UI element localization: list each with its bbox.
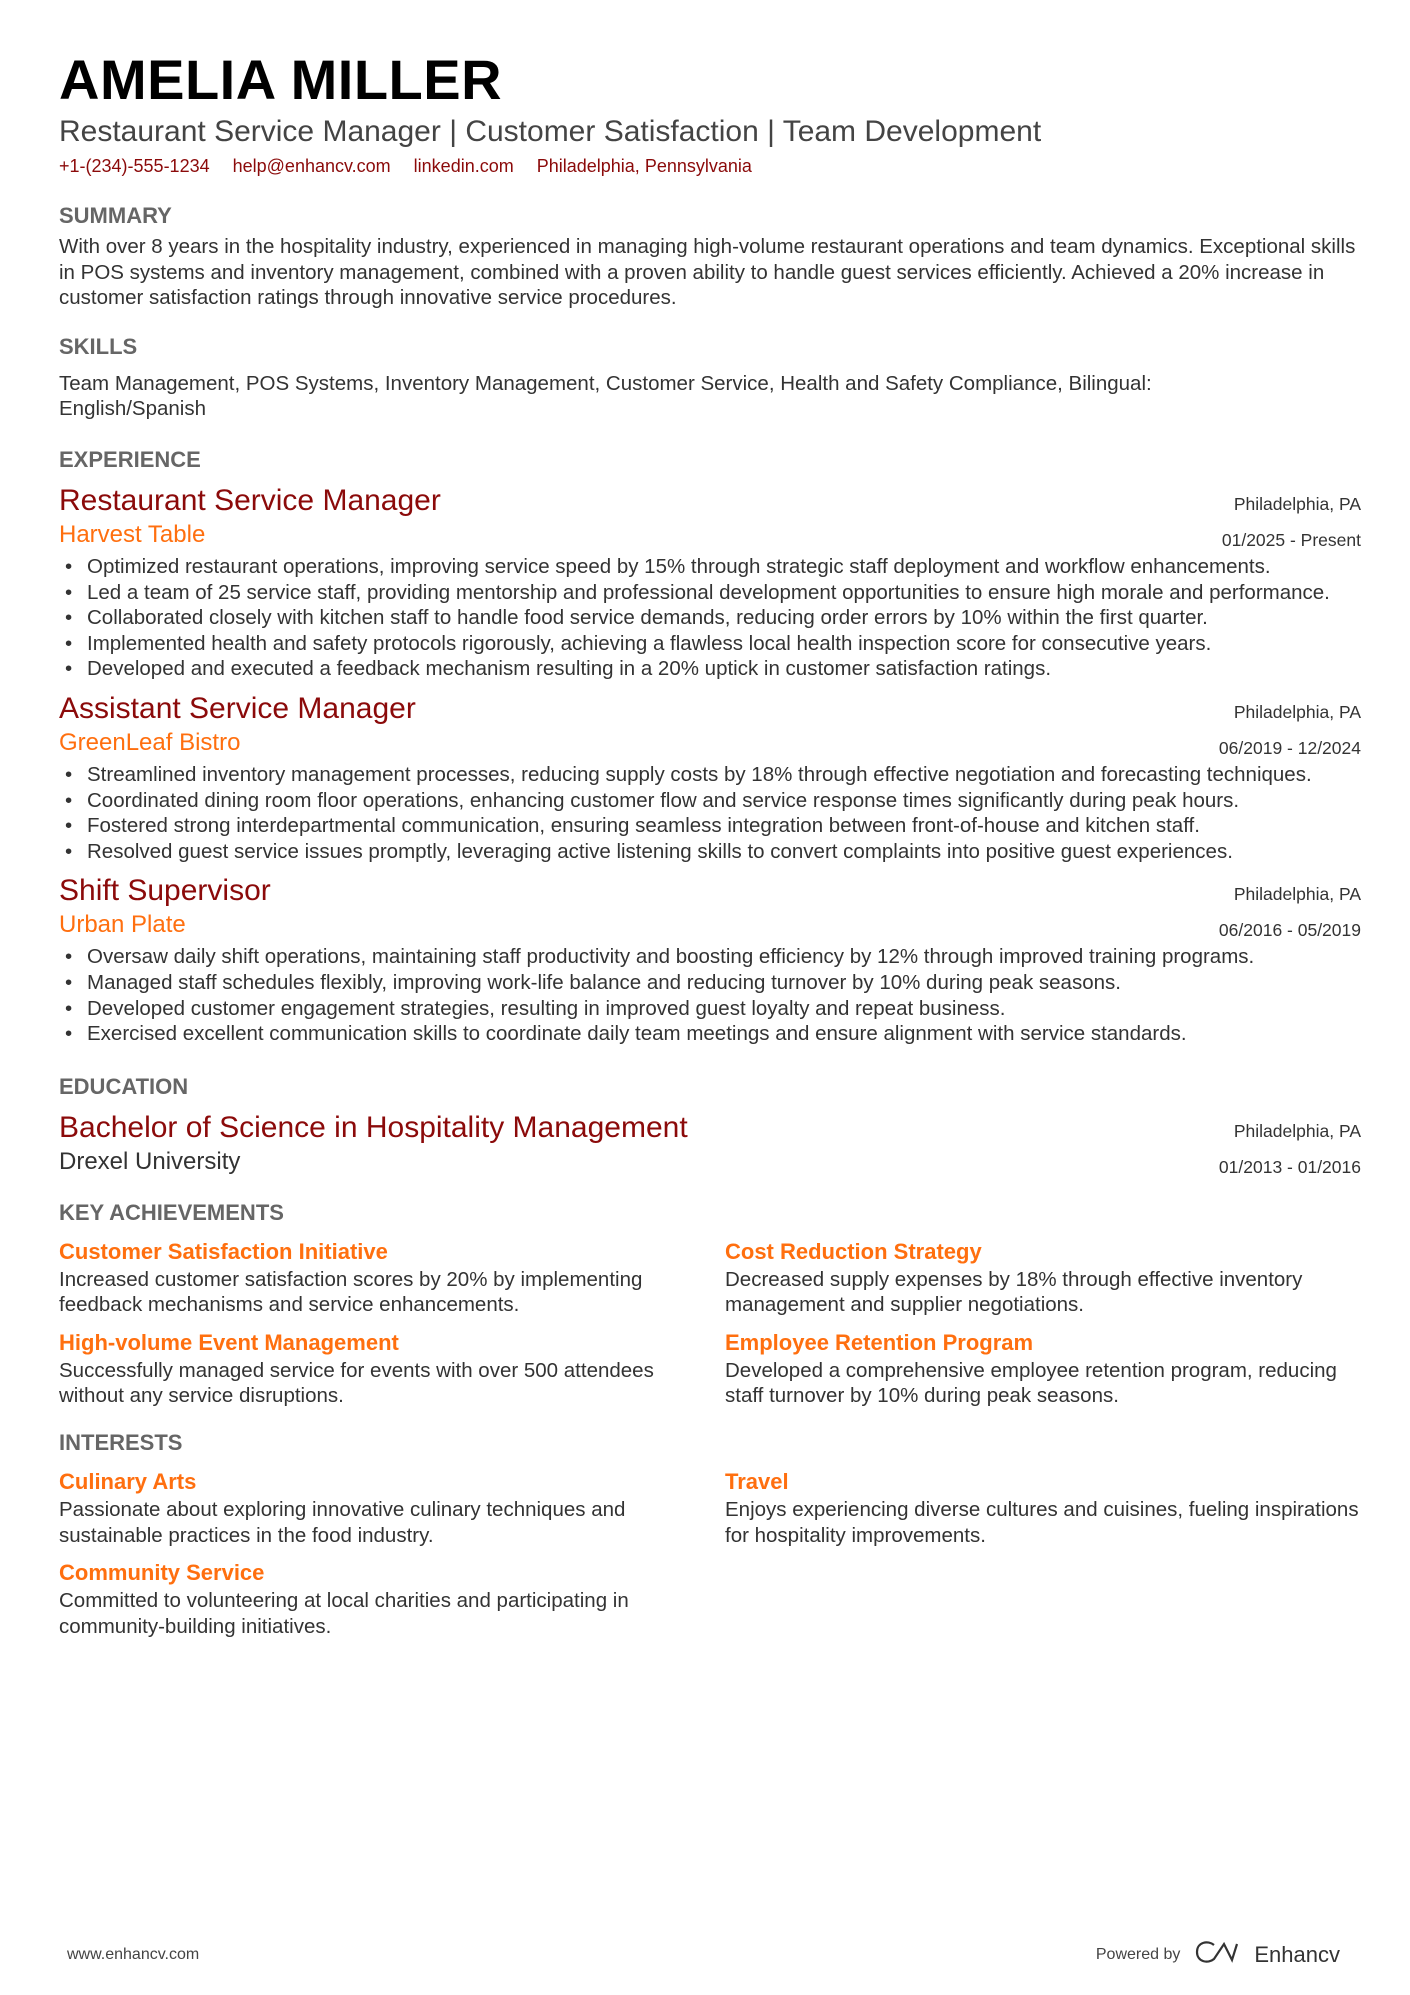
education-location: Philadelphia, PA <box>1233 1120 1361 1141</box>
achievements-item <box>725 1328 1361 1409</box>
bullet-item: • Coordinated dining room floor operations, enhancing customer flow and service response times significantly during peak hours. <box>59 788 1361 814</box>
experience-list <box>59 482 1361 1047</box>
interests-item-text: Passionate about exploring innovative culinary techniques and sustainable practices in the food industry. <box>59 1498 626 1547</box>
job-location: Philadelphia, PA <box>1233 884 1361 905</box>
interests-item <box>59 1558 695 1639</box>
summary-text: With over 8 years in the hospitality industry, experienced in managing high-volume restaurant operations and team dynamics. Exceptional skills in POS systems and inventory management, combined with a proven ability to handle guest services efficiently. Achieved a 20% increase in customer satisfaction ratings through innovative service procedures. <box>59 235 1356 310</box>
skills-text: Team Management, POS Systems, Inventory Management, Customer Service, Health and Safety Compliance, Bilingual: English/Spanish <box>59 371 1152 421</box>
company-name: GreenLeaf Bistro <box>59 728 241 756</box>
bullet-item: • Developed customer engagement strategies, resulting in improved guest loyalty and repeat business. <box>59 996 1361 1022</box>
job-bullets <box>59 944 1361 1046</box>
achievements-item-title: Customer Satisfaction Initiative <box>59 1238 388 1264</box>
interests-item <box>725 1467 1361 1548</box>
bullet-item: • Implemented health and safety protocols rigorously, achieving a flawless local health inspection score for consecutive years. <box>59 631 1361 657</box>
achievements-heading: KEY ACHIEVEMENTS <box>59 1199 284 1225</box>
job-entry <box>59 872 1361 1046</box>
achievements-item <box>725 1237 1361 1318</box>
bullet-item: • Optimized restaurant operations, improving service speed by 15% through strategic staff deployment and workflow enhancements. <box>59 554 1361 580</box>
achievements-item-text: Successfully managed service for events with over 500 attendees without any service disruptions. <box>59 1358 654 1408</box>
school: Drexel University <box>59 1147 241 1175</box>
candidate-name: AMELIA MILLER <box>59 48 503 111</box>
education-dates: 01/2013 - 01/2016 <box>1218 1156 1361 1177</box>
job-meta <box>1222 486 1361 558</box>
education-meta <box>1219 1113 1361 1185</box>
achievements-item-title: High-volume Event Management <box>59 1329 399 1355</box>
contact-info <box>59 154 1361 178</box>
bullet-item: • Managed staff schedules flexibly, improving work-life balance and reducing turnover by 10% during peak seasons. <box>59 970 1361 996</box>
job-bullets <box>59 554 1361 682</box>
powered-by-label: Powered by <box>1095 1945 1181 1963</box>
education-heading: EDUCATION <box>59 1073 189 1099</box>
job-bullets <box>59 762 1361 864</box>
achievements-item <box>59 1328 695 1409</box>
job-title: Restaurant Service Manager <box>59 483 441 517</box>
bullet-item: • Developed and executed a feedback mechanism resulting in a 20% uptick in customer satisfaction ratings. <box>59 656 1361 682</box>
footer <box>67 1940 1340 1969</box>
interests-heading: INTERESTS <box>59 1430 183 1456</box>
linkedin-link[interactable]: linkedin.com <box>413 156 514 176</box>
achievements-item-title: Cost Reduction Strategy <box>725 1238 982 1264</box>
interests-item-title: Travel <box>725 1469 789 1495</box>
education-entry <box>59 1109 1361 1177</box>
degree: Bachelor of Science in Hospitality Management <box>59 1110 688 1144</box>
job-title: Assistant Service Manager <box>59 691 416 725</box>
job-dates: 01/2025 - Present <box>1221 529 1361 550</box>
website-link[interactable]: www.enhancv.com <box>67 1945 200 1963</box>
experience-heading: EXPERIENCE <box>59 446 201 472</box>
powered-by <box>1096 1940 1340 1969</box>
interests-item-title: Community Service <box>59 1560 265 1586</box>
phone-link[interactable]: +1-(234)-555-1234 <box>59 156 210 176</box>
job-meta <box>1219 876 1361 948</box>
job-title: Shift Supervisor <box>59 874 271 908</box>
company-name: Urban Plate <box>59 911 186 939</box>
location: Philadelphia, Pennsylvania <box>536 156 752 176</box>
bullet-item: • Collaborated closely with kitchen staff to handle food service demands, reducing order errors by 10% within the first quarter. <box>59 605 1361 631</box>
summary-heading: SUMMARY <box>59 203 172 228</box>
bullet-item: • Exercised excellent communication skills to coordinate daily team meetings and ensure alignment with service standards. <box>59 1021 1361 1047</box>
headline: Restaurant Service Manager | Customer Satisfaction | Team Development <box>59 115 1042 148</box>
achievements-item-text: Decreased supply expenses by 18% through effective inventory management and supplier negotiations. <box>725 1267 1303 1317</box>
job-meta <box>1219 694 1361 766</box>
job-location: Philadelphia, PA <box>1233 701 1361 722</box>
interests-item <box>59 1467 695 1548</box>
achievements-item-title: Employee Retention Program <box>725 1329 1034 1355</box>
bullet-item: • Streamlined inventory management processes, reducing supply costs by 18% through effective negotiation and forecasting techniques. <box>59 762 1361 788</box>
company-name: Harvest Table <box>59 520 206 548</box>
skills-heading: SKILLS <box>59 333 138 359</box>
achievements-item-text: Developed a comprehensive employee retention program, reducing staff turnover by 10% during peak seasons. <box>725 1358 1337 1408</box>
bullet-item: • Led a team of 25 service staff, providing mentorship and professional development opportunities to ensure high morale and performance. <box>59 580 1361 606</box>
job-dates: 06/2016 - 05/2019 <box>1218 920 1361 941</box>
achievements-item-text: Increased customer satisfaction scores by 20% by implementing feedback mechanisms and service enhancements. <box>59 1267 643 1317</box>
enhancv-logo-icon <box>1194 1940 1240 1969</box>
bullet-item: • Resolved guest service issues promptly, leveraging active listening skills to convert complaints into positive guest experiences. <box>59 839 1361 865</box>
job-dates: 06/2019 - 12/2024 <box>1218 737 1361 758</box>
job-location: Philadelphia, PA <box>1233 493 1361 514</box>
job-entry <box>59 690 1361 864</box>
bullet-item: • Oversaw daily shift operations, maintaining staff productivity and boosting efficiency by 12% through improved training programs. <box>59 944 1361 970</box>
bullet-item: • Fostered strong interdepartmental communication, ensuring seamless integration between front-of-house and kitchen staff. <box>59 813 1361 839</box>
enhancv-brand: Enhancv <box>1254 1941 1340 1967</box>
interests-item-text: Committed to volunteering at local charities and participating in community-building initiatives. <box>59 1589 629 1638</box>
email-link[interactable]: help@enhancv.com <box>232 156 391 176</box>
achievements-grid <box>59 1227 1361 1409</box>
achievements-item <box>59 1237 695 1318</box>
interests-grid <box>59 1457 1361 1639</box>
interests-item-title: Culinary Arts <box>59 1469 197 1495</box>
job-entry <box>59 482 1361 682</box>
interests-item-text: Enjoys experiencing diverse cultures and cuisines, fueling inspirations for hospitality improvements. <box>725 1498 1359 1547</box>
